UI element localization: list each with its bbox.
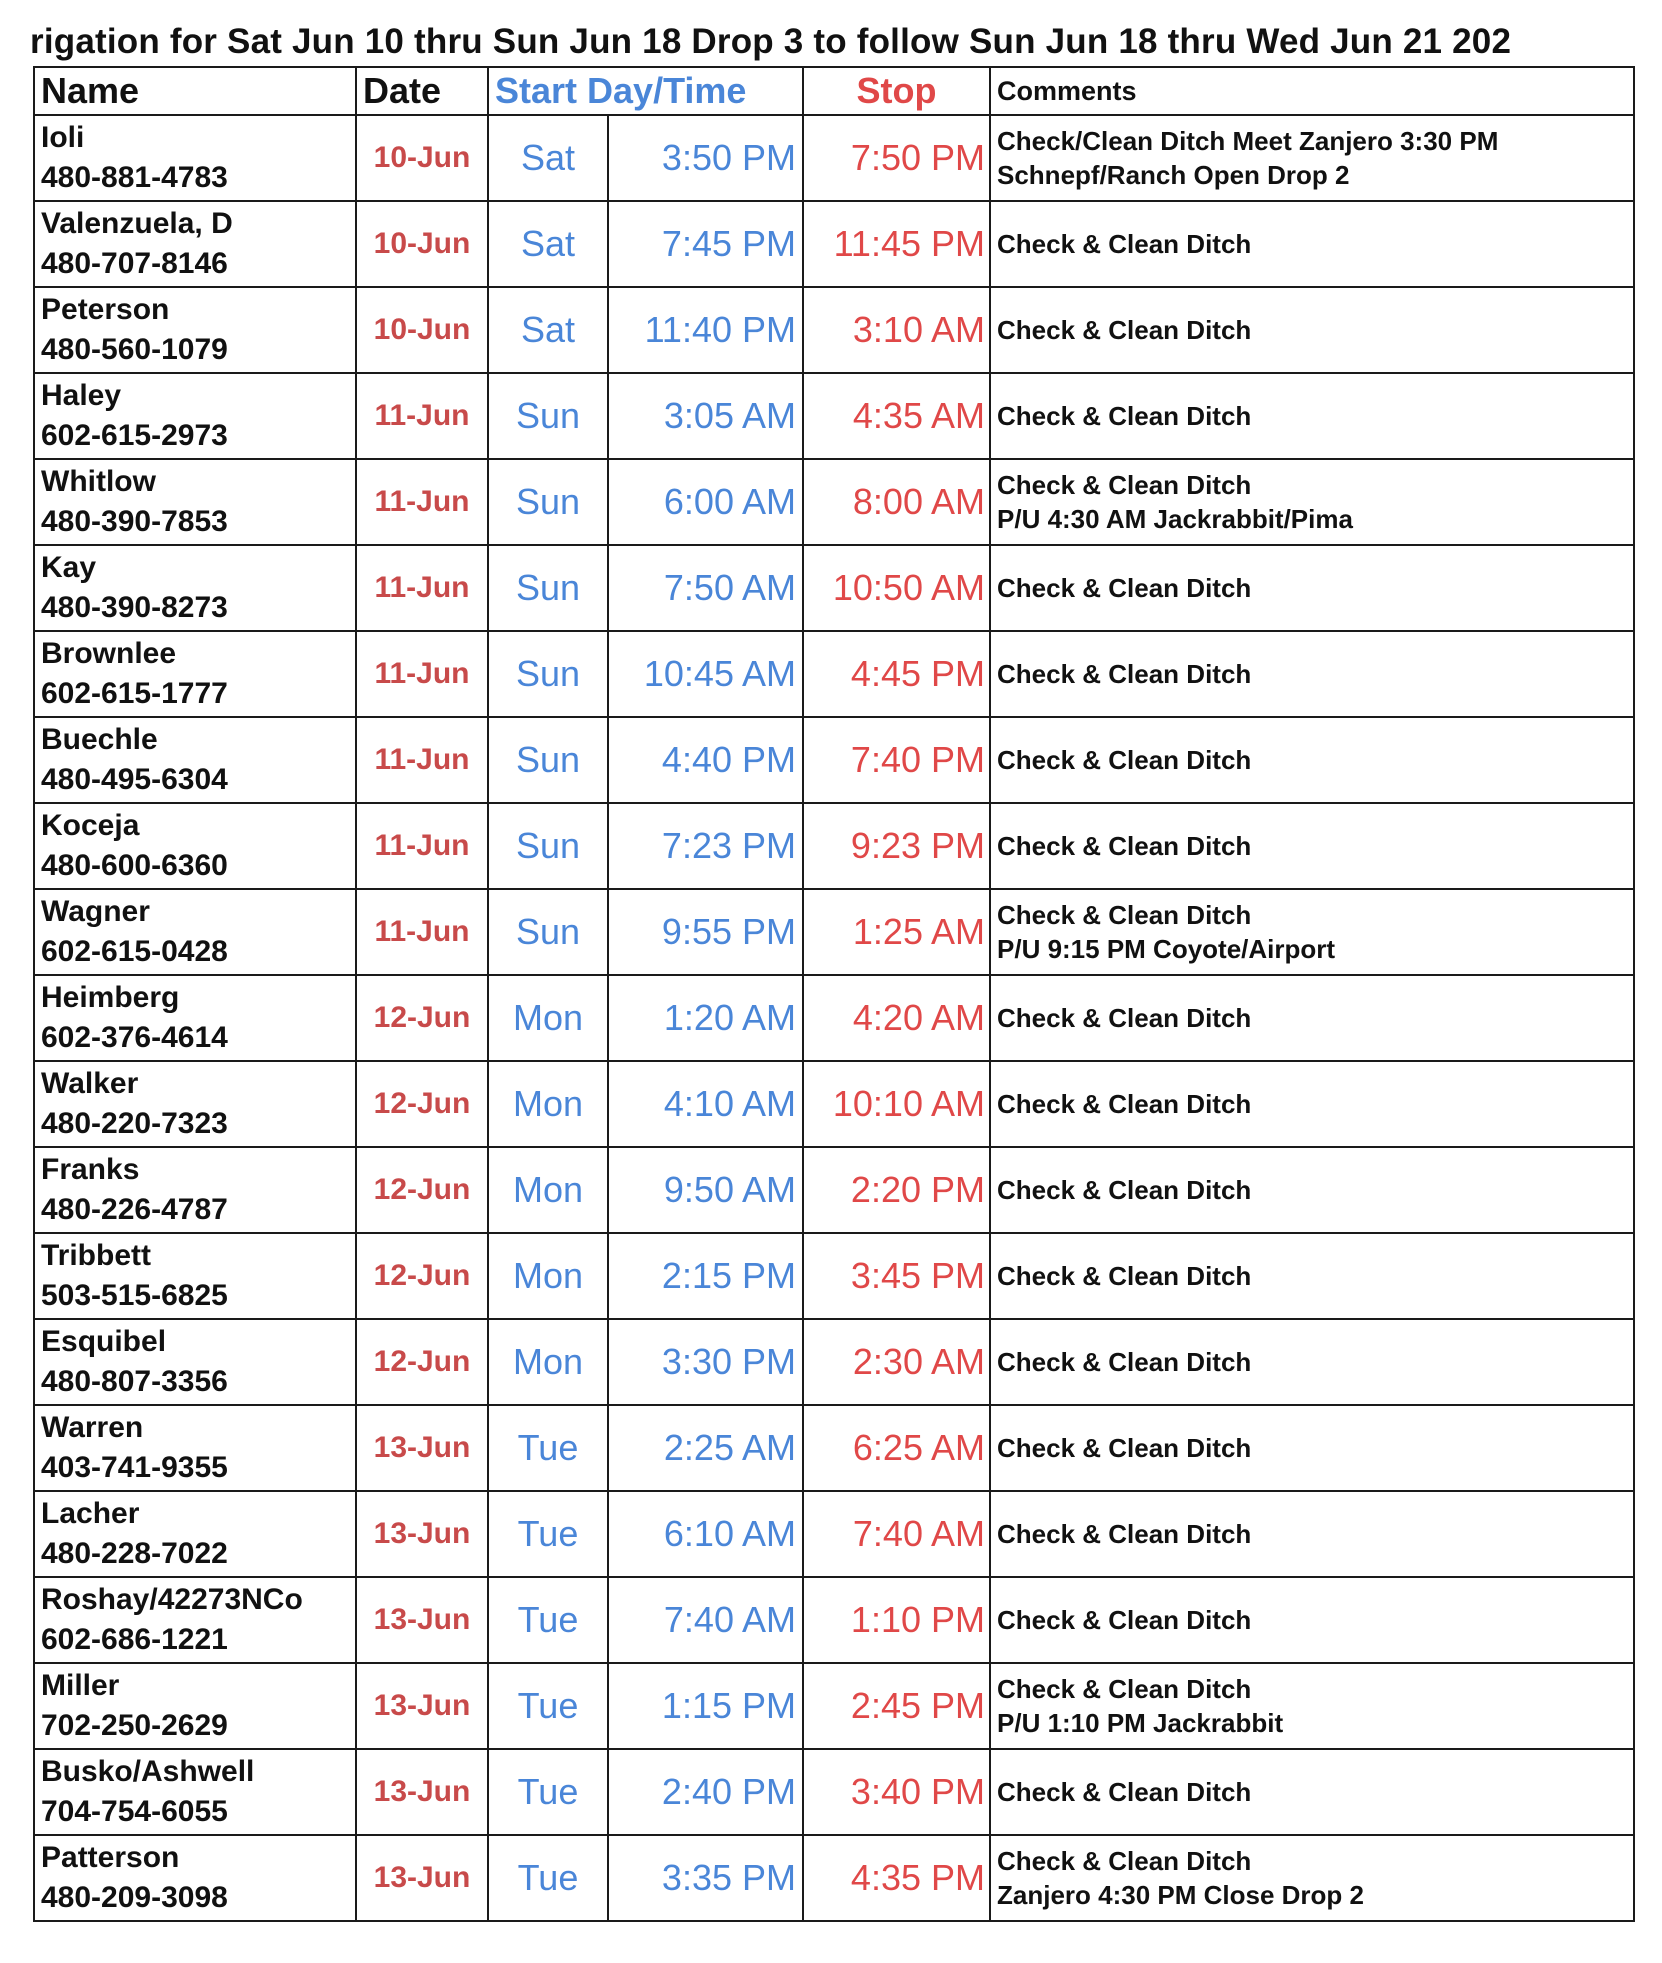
contact-name: Franks bbox=[41, 1153, 140, 1186]
table-row bbox=[34, 1147, 1634, 1233]
comments-cell bbox=[990, 287, 1634, 373]
contact-phone: 480-600-6360 bbox=[41, 849, 228, 882]
name-cell bbox=[34, 1749, 356, 1835]
comment-line-2: Zanjero 4:30 PM Close Drop 2 bbox=[997, 1880, 1364, 1910]
column-header-comments: Comments bbox=[990, 67, 1634, 115]
comment-line-1: Check & Clean Ditch bbox=[997, 745, 1252, 775]
table-row bbox=[34, 889, 1634, 975]
start-time-cell: 4:10 AM bbox=[608, 1061, 803, 1147]
comments-cell bbox=[990, 975, 1634, 1061]
stop-time-cell: 7:40 PM bbox=[803, 717, 990, 803]
start-time-cell: 4:40 PM bbox=[608, 717, 803, 803]
stop-time-cell: 3:10 AM bbox=[803, 287, 990, 373]
date-cell: 13-Jun bbox=[356, 1835, 488, 1921]
day-cell: Tue bbox=[488, 1835, 608, 1921]
date-cell: 11-Jun bbox=[356, 459, 488, 545]
start-time-cell: 9:55 PM bbox=[608, 889, 803, 975]
contact-phone: 480-226-4787 bbox=[41, 1193, 228, 1226]
date-cell: 13-Jun bbox=[356, 1749, 488, 1835]
contact-name: Ioli bbox=[41, 121, 85, 154]
contact-name: Brownlee bbox=[41, 637, 177, 670]
date-cell: 11-Jun bbox=[356, 545, 488, 631]
comments-cell bbox=[990, 201, 1634, 287]
start-time-cell: 3:50 PM bbox=[608, 115, 803, 201]
stop-time-cell: 6:25 AM bbox=[803, 1405, 990, 1491]
contact-phone: 403-741-9355 bbox=[41, 1451, 228, 1484]
comment-line-1: Check & Clean Ditch bbox=[997, 1433, 1252, 1463]
comment-line-1: Check & Clean Ditch bbox=[997, 1261, 1252, 1291]
start-time-cell: 2:25 AM bbox=[608, 1405, 803, 1491]
date-cell: 10-Jun bbox=[356, 115, 488, 201]
day-cell: Tue bbox=[488, 1749, 608, 1835]
stop-time-cell: 8:00 AM bbox=[803, 459, 990, 545]
comment-line-1: Check & Clean Ditch bbox=[997, 315, 1252, 345]
name-cell bbox=[34, 1061, 356, 1147]
comment-line-2: P/U 1:10 PM Jackrabbit bbox=[997, 1708, 1284, 1738]
comments-cell bbox=[990, 373, 1634, 459]
day-cell: Sun bbox=[488, 373, 608, 459]
name-cell bbox=[34, 373, 356, 459]
name-cell bbox=[34, 1147, 356, 1233]
comments-cell bbox=[990, 1405, 1634, 1491]
contact-name: Wagner bbox=[41, 895, 150, 928]
start-time-cell: 2:15 PM bbox=[608, 1233, 803, 1319]
day-cell: Sat bbox=[488, 287, 608, 373]
stop-time-cell: 9:23 PM bbox=[803, 803, 990, 889]
day-cell: Tue bbox=[488, 1577, 608, 1663]
date-cell: 12-Jun bbox=[356, 975, 488, 1061]
comments-cell bbox=[990, 1577, 1634, 1663]
stop-time-cell: 11:45 PM bbox=[803, 201, 990, 287]
day-cell: Tue bbox=[488, 1405, 608, 1491]
date-cell: 11-Jun bbox=[356, 803, 488, 889]
schedule-table bbox=[33, 66, 1635, 1922]
day-cell: Mon bbox=[488, 1233, 608, 1319]
stop-time-cell: 3:40 PM bbox=[803, 1749, 990, 1835]
start-time-cell: 7:50 AM bbox=[608, 545, 803, 631]
contact-name: Busko/Ashwell bbox=[41, 1755, 255, 1788]
start-time-cell: 2:40 PM bbox=[608, 1749, 803, 1835]
stop-time-cell: 7:40 AM bbox=[803, 1491, 990, 1577]
comments-cell bbox=[990, 889, 1634, 975]
name-cell bbox=[34, 889, 356, 975]
start-time-cell: 9:50 AM bbox=[608, 1147, 803, 1233]
date-cell: 11-Jun bbox=[356, 889, 488, 975]
table-row bbox=[34, 201, 1634, 287]
start-time-cell: 6:10 AM bbox=[608, 1491, 803, 1577]
contact-phone: 480-220-7323 bbox=[41, 1107, 228, 1140]
contact-name: Patterson bbox=[41, 1841, 180, 1874]
day-cell: Mon bbox=[488, 1319, 608, 1405]
contact-name: Peterson bbox=[41, 293, 170, 326]
stop-time-cell: 4:35 AM bbox=[803, 373, 990, 459]
name-cell bbox=[34, 631, 356, 717]
table-row bbox=[34, 1491, 1634, 1577]
name-cell bbox=[34, 545, 356, 631]
header-row bbox=[34, 67, 1634, 115]
comment-line-1: Check & Clean Ditch bbox=[997, 831, 1252, 861]
comment-line-2: Schnepf/Ranch Open Drop 2 bbox=[997, 160, 1350, 190]
name-cell bbox=[34, 1405, 356, 1491]
contact-name: Tribbett bbox=[41, 1239, 151, 1272]
contact-name: Warren bbox=[41, 1411, 144, 1444]
contact-phone: 602-686-1221 bbox=[41, 1623, 228, 1656]
column-header-name: Name bbox=[34, 67, 356, 115]
comment-line-1: Check & Clean Ditch bbox=[997, 1519, 1252, 1549]
start-time-cell: 1:20 AM bbox=[608, 975, 803, 1061]
comment-line-1: Check & Clean Ditch bbox=[997, 1003, 1252, 1033]
contact-phone: 602-615-0428 bbox=[41, 935, 228, 968]
comments-cell bbox=[990, 1319, 1634, 1405]
name-cell bbox=[34, 201, 356, 287]
date-cell: 13-Jun bbox=[356, 1405, 488, 1491]
comment-line-1: Check & Clean Ditch bbox=[997, 401, 1252, 431]
comments-cell bbox=[990, 1835, 1634, 1921]
comment-line-1: Check & Clean Ditch bbox=[997, 1089, 1252, 1119]
contact-name: Lacher bbox=[41, 1497, 140, 1530]
comment-line-1: Check & Clean Ditch bbox=[997, 900, 1252, 930]
date-cell: 12-Jun bbox=[356, 1061, 488, 1147]
comment-line-1: Check/Clean Ditch Meet Zanjero 3:30 PM bbox=[997, 126, 1499, 156]
contact-phone: 480-390-8273 bbox=[41, 591, 228, 624]
stop-time-cell: 2:20 PM bbox=[803, 1147, 990, 1233]
comment-line-1: Check & Clean Ditch bbox=[997, 573, 1252, 603]
day-cell: Mon bbox=[488, 1061, 608, 1147]
comment-line-1: Check & Clean Ditch bbox=[997, 1605, 1252, 1635]
contact-phone: 480-881-4783 bbox=[41, 161, 228, 194]
date-cell: 11-Jun bbox=[356, 717, 488, 803]
comment-line-2: P/U 4:30 AM Jackrabbit/Pima bbox=[997, 504, 1353, 534]
stop-time-cell: 4:20 AM bbox=[803, 975, 990, 1061]
contact-name: Buechle bbox=[41, 723, 158, 756]
contact-phone: 480-807-3356 bbox=[41, 1365, 228, 1398]
start-time-cell: 3:30 PM bbox=[608, 1319, 803, 1405]
name-cell bbox=[34, 287, 356, 373]
table-row bbox=[34, 803, 1634, 889]
contact-phone: 480-228-7022 bbox=[41, 1537, 228, 1570]
day-cell: Sun bbox=[488, 631, 608, 717]
date-cell: 11-Jun bbox=[356, 631, 488, 717]
date-cell: 13-Jun bbox=[356, 1491, 488, 1577]
name-cell bbox=[34, 1319, 356, 1405]
comment-line-1: Check & Clean Ditch bbox=[997, 1347, 1252, 1377]
contact-name: Roshay/42273NCo bbox=[41, 1583, 303, 1616]
start-time-cell: 7:40 AM bbox=[608, 1577, 803, 1663]
comments-cell bbox=[990, 545, 1634, 631]
date-cell: 13-Jun bbox=[356, 1663, 488, 1749]
name-cell bbox=[34, 1491, 356, 1577]
contact-phone: 602-376-4614 bbox=[41, 1021, 228, 1054]
start-time-cell: 1:15 PM bbox=[608, 1663, 803, 1749]
stop-time-cell: 1:25 AM bbox=[803, 889, 990, 975]
date-cell: 13-Jun bbox=[356, 1577, 488, 1663]
name-cell bbox=[34, 459, 356, 545]
comments-cell bbox=[990, 1147, 1634, 1233]
name-cell bbox=[34, 1577, 356, 1663]
comments-cell bbox=[990, 115, 1634, 201]
comment-line-1: Check & Clean Ditch bbox=[997, 470, 1252, 500]
comments-cell bbox=[990, 459, 1634, 545]
contact-phone: 480-707-8146 bbox=[41, 247, 228, 280]
date-cell: 12-Jun bbox=[356, 1233, 488, 1319]
comments-cell bbox=[990, 1233, 1634, 1319]
day-cell: Tue bbox=[488, 1663, 608, 1749]
schedule-rows bbox=[34, 115, 1634, 1921]
contact-name: Kay bbox=[41, 551, 97, 584]
table-row bbox=[34, 1061, 1634, 1147]
column-header-date: Date bbox=[356, 67, 488, 115]
page-title: rigation for Sat Jun 10 thru Sun Jun 18 Drop 3 to follow Sun Jun 18 thru Wed Jun 21 202 bbox=[30, 22, 1512, 61]
comment-line-1: Check & Clean Ditch bbox=[997, 659, 1252, 689]
stop-time-cell: 10:10 AM bbox=[803, 1061, 990, 1147]
name-cell bbox=[34, 115, 356, 201]
day-cell: Sun bbox=[488, 889, 608, 975]
comment-line-1: Check & Clean Ditch bbox=[997, 1674, 1252, 1704]
day-cell: Sun bbox=[488, 545, 608, 631]
contact-phone: 702-250-2629 bbox=[41, 1709, 228, 1742]
name-cell bbox=[34, 1233, 356, 1319]
day-cell: Sun bbox=[488, 803, 608, 889]
contact-name: Heimberg bbox=[41, 981, 180, 1014]
date-cell: 10-Jun bbox=[356, 287, 488, 373]
column-header-start: Start Day/Time bbox=[488, 67, 803, 115]
comments-cell bbox=[990, 1491, 1634, 1577]
table-row bbox=[34, 1405, 1634, 1491]
stop-time-cell: 2:45 PM bbox=[803, 1663, 990, 1749]
contact-phone: 480-209-3098 bbox=[41, 1881, 228, 1914]
contact-phone: 602-615-2973 bbox=[41, 419, 228, 452]
start-time-cell: 11:40 PM bbox=[608, 287, 803, 373]
stop-time-cell: 4:35 PM bbox=[803, 1835, 990, 1921]
comments-cell bbox=[990, 803, 1634, 889]
name-cell bbox=[34, 1663, 356, 1749]
comment-line-1: Check & Clean Ditch bbox=[997, 1846, 1252, 1876]
day-cell: Sat bbox=[488, 115, 608, 201]
table-row bbox=[34, 545, 1634, 631]
comment-line-1: Check & Clean Ditch bbox=[997, 229, 1252, 259]
day-cell: Sat bbox=[488, 201, 608, 287]
day-cell: Mon bbox=[488, 975, 608, 1061]
comment-line-1: Check & Clean Ditch bbox=[997, 1175, 1252, 1205]
day-cell: Sun bbox=[488, 717, 608, 803]
contact-phone: 480-560-1079 bbox=[41, 333, 228, 366]
contact-name: Whitlow bbox=[41, 465, 156, 498]
table-row bbox=[34, 631, 1634, 717]
table-row bbox=[34, 459, 1634, 545]
comments-cell bbox=[990, 717, 1634, 803]
contact-phone: 602-615-1777 bbox=[41, 677, 228, 710]
comments-cell bbox=[990, 1061, 1634, 1147]
stop-time-cell: 1:10 PM bbox=[803, 1577, 990, 1663]
day-cell: Mon bbox=[488, 1147, 608, 1233]
table-row bbox=[34, 1319, 1634, 1405]
name-cell bbox=[34, 803, 356, 889]
start-time-cell: 3:35 PM bbox=[608, 1835, 803, 1921]
contact-name: Haley bbox=[41, 379, 122, 412]
comment-line-2: P/U 9:15 PM Coyote/Airport bbox=[997, 934, 1336, 964]
day-cell: Tue bbox=[488, 1491, 608, 1577]
contact-name: Esquibel bbox=[41, 1325, 167, 1358]
start-time-cell: 6:00 AM bbox=[608, 459, 803, 545]
start-time-cell: 3:05 AM bbox=[608, 373, 803, 459]
table-row bbox=[34, 115, 1634, 201]
stop-time-cell: 2:30 AM bbox=[803, 1319, 990, 1405]
contact-phone: 503-515-6825 bbox=[41, 1279, 228, 1312]
stop-time-cell: 7:50 PM bbox=[803, 115, 990, 201]
table-row bbox=[34, 373, 1634, 459]
column-header-stop: Stop bbox=[803, 67, 990, 115]
table-row bbox=[34, 975, 1634, 1061]
start-time-cell: 7:45 PM bbox=[608, 201, 803, 287]
date-cell: 12-Jun bbox=[356, 1147, 488, 1233]
table-row bbox=[34, 1835, 1634, 1921]
table-row bbox=[34, 1233, 1634, 1319]
contact-phone: 480-390-7853 bbox=[41, 505, 228, 538]
table-row bbox=[34, 287, 1634, 373]
name-cell bbox=[34, 1835, 356, 1921]
date-cell: 12-Jun bbox=[356, 1319, 488, 1405]
contact-name: Miller bbox=[41, 1669, 120, 1702]
contact-name: Koceja bbox=[41, 809, 140, 842]
date-cell: 10-Jun bbox=[356, 201, 488, 287]
contact-name: Walker bbox=[41, 1067, 139, 1100]
comments-cell bbox=[990, 1749, 1634, 1835]
start-time-cell: 10:45 AM bbox=[608, 631, 803, 717]
table-row bbox=[34, 717, 1634, 803]
table-row bbox=[34, 1577, 1634, 1663]
stop-time-cell: 4:45 PM bbox=[803, 631, 990, 717]
name-cell bbox=[34, 975, 356, 1061]
name-cell bbox=[34, 717, 356, 803]
comments-cell bbox=[990, 631, 1634, 717]
table-row bbox=[34, 1663, 1634, 1749]
stop-time-cell: 3:45 PM bbox=[803, 1233, 990, 1319]
contact-name: Valenzuela, D bbox=[41, 207, 233, 240]
date-cell: 11-Jun bbox=[356, 373, 488, 459]
comment-line-1: Check & Clean Ditch bbox=[997, 1777, 1252, 1807]
table-row bbox=[34, 1749, 1634, 1835]
comments-cell bbox=[990, 1663, 1634, 1749]
stop-time-cell: 10:50 AM bbox=[803, 545, 990, 631]
day-cell: Sun bbox=[488, 459, 608, 545]
start-time-cell: 7:23 PM bbox=[608, 803, 803, 889]
contact-phone: 704-754-6055 bbox=[41, 1795, 228, 1828]
contact-phone: 480-495-6304 bbox=[41, 763, 228, 796]
